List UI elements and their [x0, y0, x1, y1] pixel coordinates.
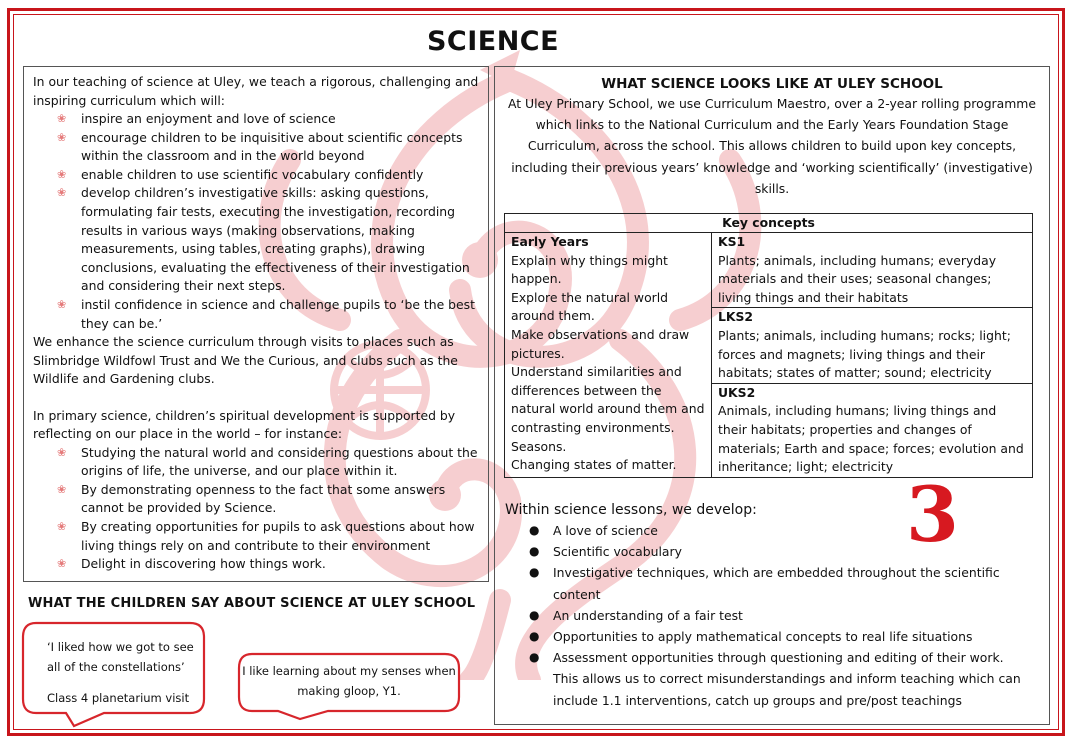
stage-title: KS1	[718, 234, 746, 249]
list-item: ❀ instil confidence in science and challenge pupils to ‘be the best they can be.’	[57, 296, 475, 331]
flower-bullet-icon: ❀	[57, 445, 67, 459]
list-item: ❀ Delight in discovering how things work.	[57, 555, 480, 574]
list-item: ● A love of science	[527, 520, 1025, 541]
bullet-icon: ●	[529, 544, 540, 559]
uks2-cell	[712, 383, 1033, 477]
ks1-cell	[712, 233, 1033, 308]
spiritual-list	[33, 444, 480, 574]
bullet-icon: ●	[529, 629, 540, 644]
key-concepts-header: Key concepts	[505, 214, 1033, 233]
page-number: 3	[906, 470, 959, 559]
list-item: ● Assessment opportunities through questioning and editing of their work. This allows us to correct misunderstandings and inform teaching which can include 1.1 interventions, catch up groups and pre/post teachings	[527, 647, 1025, 711]
list-item: ❀ inspire an enjoyment and love of science	[57, 110, 480, 129]
quote-line: all of the constellations’	[47, 660, 185, 674]
children-say-heading: WHAT THE CHILDREN SAY ABOUT SCIENCE AT ULEY SCHOOL	[28, 596, 476, 611]
list-item: ● Investigative techniques, which are embedded throughout the scientific content	[527, 562, 1025, 604]
stage-text: Animals, including humans; living things and their habitats; properties and changes of materials; Earth and space; forces; evolution and inheritance; light; electricity	[718, 403, 1024, 475]
early-years-title: Early Years	[511, 234, 589, 249]
stage-text: Plants; animals, including humans; everyday materials and their uses; seasonal changes; living things and their habitats	[718, 252, 997, 305]
key-concepts-table	[504, 213, 1033, 478]
stage-text: Plants; animals, including humans; rocks; light; forces and magnets; living things and their habitats; states of matter; sound; electricity	[718, 327, 1011, 381]
list-item: ● An understanding of a fair test	[527, 605, 1025, 626]
science-at-uley-box	[494, 66, 1050, 725]
enhance-paragraph: We enhance the science curriculum through visits to places such as Slimbridge Wildfowl Trust and We the Curious, and clubs such as the Wildlife and Gardening clubs.	[33, 334, 458, 387]
bullet-icon: ●	[529, 607, 540, 622]
list-item: ● Opportunities to apply mathematical concepts to real life situations	[527, 626, 1025, 647]
early-years-item: Understand similarities and differences between the natural world around them and contrasting environments.	[511, 364, 705, 435]
list-item: ❀ encourage children to be inquisitive about scientific concepts within the classroom and in the world beyond	[57, 129, 463, 164]
right-intro: At Uley Primary School, we use Curriculum Maestro, over a 2-year rolling programme which links to the National Curriculum and the Early Years Foundation Stage Curriculum, across the school. This allows children to build upon key concepts, including their previous years’ knowledge and ‘working scientifically’ (investigative) skills.	[507, 96, 1037, 196]
flower-bullet-icon: ❀	[57, 186, 67, 200]
flower-bullet-icon: ❀	[57, 297, 67, 311]
speech-bubble-2	[238, 653, 460, 723]
stage-title: UKS2	[718, 384, 756, 400]
quote-attribution: Class 4 planetarium visit	[47, 691, 190, 705]
right-heading: WHAT SCIENCE LOOKS LIKE AT ULEY SCHOOL	[601, 76, 943, 92]
list-item: ❀ By creating opportunities for pupils to ask questions about how living things rely on and contribute to their environment	[57, 519, 475, 553]
intent-intro: In our teaching of science at Uley, we teach a rigorous, challenging and inspiring curriculum which will:	[33, 74, 479, 108]
page-title: SCIENCE	[426, 26, 560, 57]
curriculum-intent-box	[23, 66, 489, 582]
flower-bullet-icon: ❀	[57, 557, 67, 571]
flower-bullet-icon: ❀	[57, 112, 67, 125]
list-item: ❀ By demonstrating openness to the fact that some answers cannot be provided by Science.	[57, 481, 446, 516]
early-years-item: Changing states of matter.	[511, 457, 677, 473]
quote-line: making gloop, Y1.	[297, 684, 401, 698]
aims-list	[33, 110, 480, 333]
lks2-cell	[712, 308, 1033, 383]
early-years-item: Explore the natural world around them.	[511, 289, 669, 324]
speech-bubble-1	[22, 622, 205, 732]
quote-line: I like learning about my senses when	[242, 664, 456, 678]
flower-bullet-icon: ❀	[57, 482, 67, 496]
early-years-item: Explain why things might happen.	[511, 252, 668, 287]
early-years-item: Make observations and draw pictures.	[511, 326, 690, 361]
early-years-cell	[505, 233, 712, 478]
list-item: ❀ Studying the natural world and considering questions about the origins of life, the universe, and our place within it.	[57, 444, 478, 479]
quote-line: ‘I liked how we got to see	[47, 640, 194, 654]
list-item: ❀ enable children to use scientific vocabulary confidently	[57, 166, 480, 185]
bullet-icon: ●	[529, 565, 540, 580]
stage-title: LKS2	[718, 309, 754, 325]
develop-lead: Within science lessons, we develop:	[505, 502, 757, 518]
bullet-icon: ●	[529, 650, 540, 665]
bullet-icon: ●	[529, 523, 540, 537]
flower-bullet-icon: ❀	[57, 520, 67, 533]
spiritual-intro: In primary science, children’s spiritual development is supported by reflecting on our place in the world – for instance:	[33, 407, 456, 442]
flower-bullet-icon: ❀	[57, 167, 67, 181]
early-years-item: Seasons.	[511, 438, 567, 454]
list-item: ● Scientific vocabulary	[527, 541, 1025, 562]
flower-bullet-icon: ❀	[57, 130, 67, 144]
list-item: ❀ develop children’s investigative skills: asking questions, formulating fair tests, executing the investigation, recording results in various ways (making observations, making measurements, using tables, creating graphs), drawing conclusions, evaluating the effectiveness of their investigation and considering their next steps.	[57, 185, 470, 294]
